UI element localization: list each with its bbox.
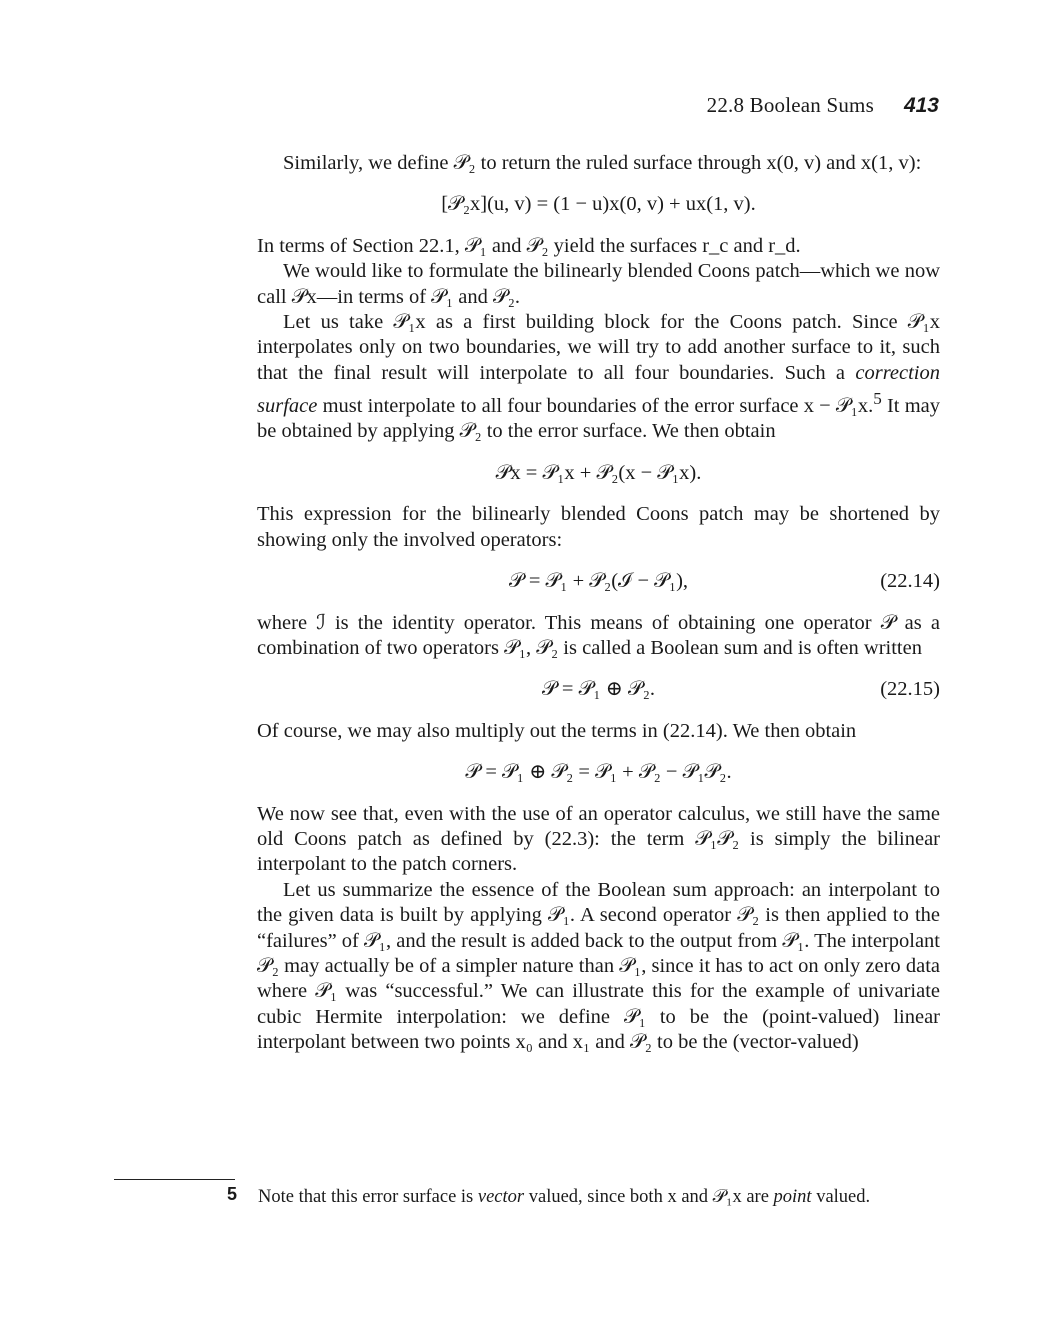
equation — [257, 192, 940, 217]
paragraph: where ℐ is the identity operator. This means of obtaining one operator 𝒫 as a combination of two operators 𝒫₁, 𝒫₂ is called a Boolean sum and is often written — [257, 611, 940, 659]
paragraph: Of course, we may also multiply out the terms in (22.14). We then obtain — [257, 719, 857, 742]
equation — [257, 677, 940, 702]
text-run: must interpolate to all four boundaries of the error surface x − 𝒫₁x. — [322, 395, 874, 418]
equation-body: 𝒫 = 𝒫₁ ⊕ 𝒫₂ = 𝒫₁ + 𝒫₂ − 𝒫₁𝒫₂. — [465, 761, 732, 784]
text-run: Let us take 𝒫₁x as a first building block for the Coons patch. Since 𝒫₁x interpolates only on two boundaries, we will try to add another surface to it, such that the final result will interpolate to all four boundaries. Such a — [257, 311, 940, 384]
equation-number: (22.15) — [880, 678, 940, 701]
equation — [257, 461, 940, 486]
section-title: 22.8 Boolean Sums — [706, 93, 874, 117]
emphasis: correction surface — [257, 361, 941, 418]
paragraph — [257, 310, 940, 445]
text-run: valued, since both x and 𝒫₁x are — [528, 1187, 769, 1207]
equation-body: 𝒫 = 𝒫₁ ⊕ 𝒫₂. — [542, 678, 655, 701]
main-text — [257, 151, 940, 1056]
equation-number: (22.14) — [880, 570, 940, 593]
text-run: valued. — [816, 1187, 871, 1207]
running-header — [0, 91, 939, 120]
equation-body: 𝒫x = 𝒫₁x + 𝒫₂(x − 𝒫₁x). — [495, 461, 702, 484]
text-run: It may be obtained by applying 𝒫₂ to the error surface. We then obtain — [257, 395, 940, 443]
equation — [257, 760, 940, 785]
emphasis: vector — [477, 1187, 525, 1207]
emphasis: point — [773, 1187, 812, 1207]
text-run: Note that this error surface is — [258, 1187, 474, 1207]
paragraph: Similarly, we define 𝒫₂ to return the ruled surface through x(0, v) and x(1, v): — [283, 152, 922, 174]
equation — [257, 569, 940, 594]
footnote-mark: 5 — [227, 1184, 238, 1204]
paragraph: Let us summarize the essence of the Boolean sum approach: an interpolant to the given data is built by applying 𝒫₁. A second operator 𝒫₂ is then applied to the “failures” of 𝒫₁, and the result is added back to the output from 𝒫₁. The interpolant 𝒫₂ may actually be of a simpler nature than 𝒫₁, since it has to act on only zero data where 𝒫₁ was “successful.” We can illustrate this for the example of univariate cubic Hermite interpolation: we define 𝒫₁ to be the (point-valued) linear interpolant between two points x₀ and x₁ and 𝒫₂ to be the (vector-valued) — [257, 878, 940, 1054]
paragraph: We now see that, even with the use of an operator calculus, we still have the same old Coons patch as defined by (22.3): the term 𝒫₁𝒫₂ is simply the bilinear interpolant to the patch corners. — [257, 802, 940, 876]
footnote-rule — [114, 1179, 235, 1180]
equation-body: [𝒫₂x](u, v) = (1 − u)x(0, v) + ux(1, v). — [441, 193, 756, 216]
footnote-reference: 5 — [873, 389, 882, 409]
page-number: 413 — [903, 94, 939, 117]
footnote-text — [258, 1185, 941, 1209]
paragraph: This expression for the bilinearly blended Coons patch may be shortened by showing only the involved operators: — [257, 503, 940, 551]
paragraph: In terms of Section 22.1, 𝒫₁ and 𝒫₂ yield the surfaces r_c and r_d. — [257, 234, 801, 257]
paragraph: We would like to formulate the bilinearly blended Coons patch—which we now call 𝒫x—in terms of 𝒫₁ and 𝒫₂. — [257, 260, 940, 308]
equation-body: 𝒫 = 𝒫₁ + 𝒫₂(ℐ − 𝒫₁), — [508, 570, 689, 593]
